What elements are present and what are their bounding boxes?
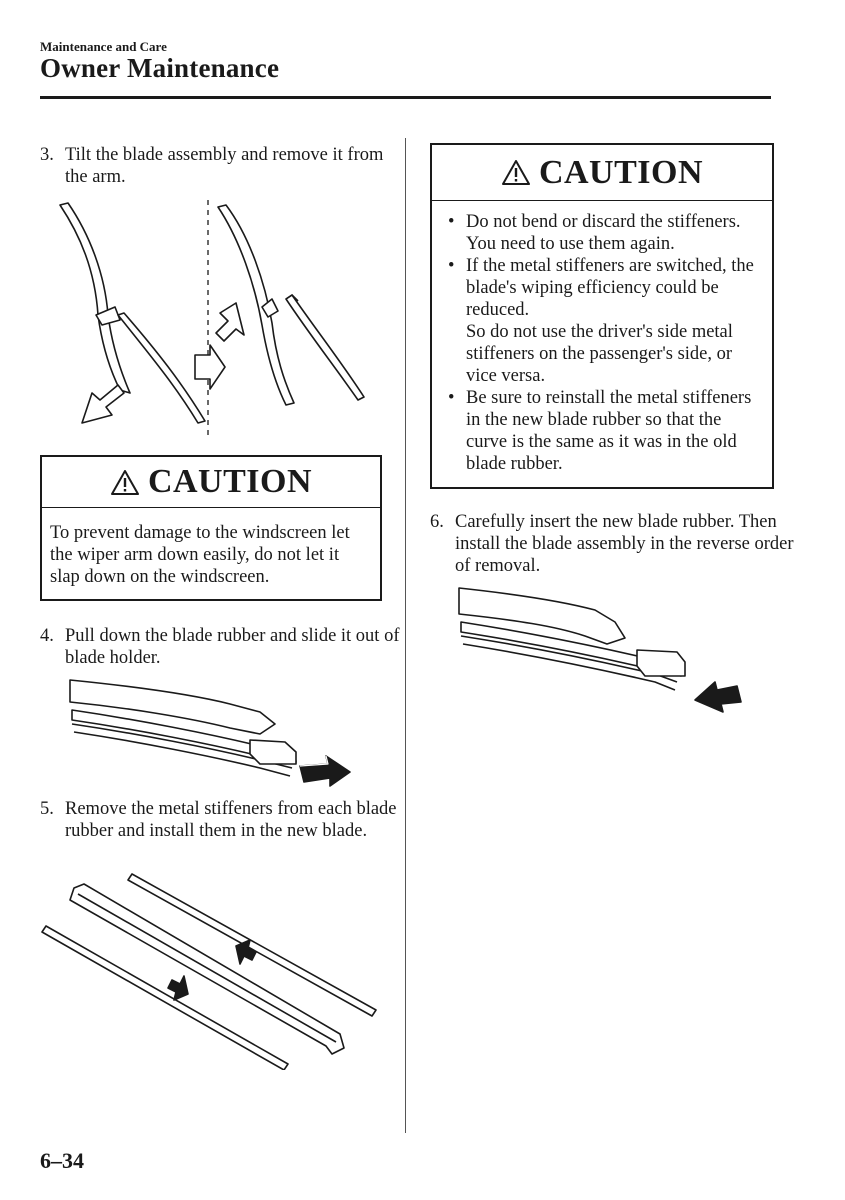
caution-item-text: Do not bend or discard the stiffeners. You need to use them again. (466, 212, 741, 254)
caution-heading (432, 145, 772, 201)
warning-triangle-icon (501, 159, 531, 186)
caution-item-extra: So do not use the driver's side metal stiffeners on the passenger's side, or vice versa. (466, 322, 733, 386)
caution-word: CAUTION (147, 463, 313, 500)
figure-remove-blade-assembly (40, 195, 390, 440)
section-label: Maintenance and Care (40, 39, 167, 54)
caution-box-left (40, 455, 382, 601)
page-number: 6–34 (40, 1148, 84, 1173)
figure-swap-stiffeners (40, 870, 385, 1070)
step-number: 4. (40, 626, 54, 646)
step-number: 6. (430, 512, 444, 532)
step-6 (430, 511, 795, 577)
figure-slide-blade-rubber (60, 672, 360, 790)
step-number: 5. (40, 799, 54, 819)
step-text: Tilt the blade assembly and remove it from the arm. (65, 145, 384, 187)
caution-item (446, 387, 764, 475)
caution-item-text: If the metal stiffeners are switched, the blade's wiping efficiency could be reduced. (466, 256, 754, 320)
bullet: • (448, 388, 455, 408)
column-divider (405, 138, 406, 1133)
caution-word: CAUTION (538, 153, 704, 191)
caution-box-right (430, 143, 774, 489)
caution-item (446, 211, 764, 255)
step-number: 3. (40, 145, 54, 165)
step-text: Pull down the blade rubber and slide it out of blade holder. (65, 626, 400, 668)
caution-text: To prevent damage to the windscreen let the wiper arm down easily, do not let it slap down on the windscreen. (50, 523, 350, 587)
caution-list-body (432, 201, 772, 475)
step-text: Carefully insert the new blade rubber. Then install the blade assembly in the reverse order of removal. (455, 512, 794, 576)
step-3 (40, 144, 405, 188)
bullet: • (448, 212, 455, 232)
caution-heading (42, 457, 380, 508)
caution-list (446, 211, 764, 475)
title-rule (40, 96, 771, 99)
figure-install-blade-rubber (455, 582, 755, 722)
caution-item-text: Be sure to reinstall the metal stiffeners in the new blade rubber so that the curve is the same as it was in the old blade rubber. (466, 388, 752, 474)
step-text: Remove the metal stiffeners from each blade rubber and install them in the new blade. (65, 799, 397, 841)
page-title: Owner Maintenance (40, 53, 280, 83)
warning-triangle-icon (110, 469, 140, 496)
step-5 (40, 798, 405, 842)
step-4 (40, 625, 405, 669)
bullet: • (448, 256, 455, 276)
caution-item (446, 255, 764, 387)
